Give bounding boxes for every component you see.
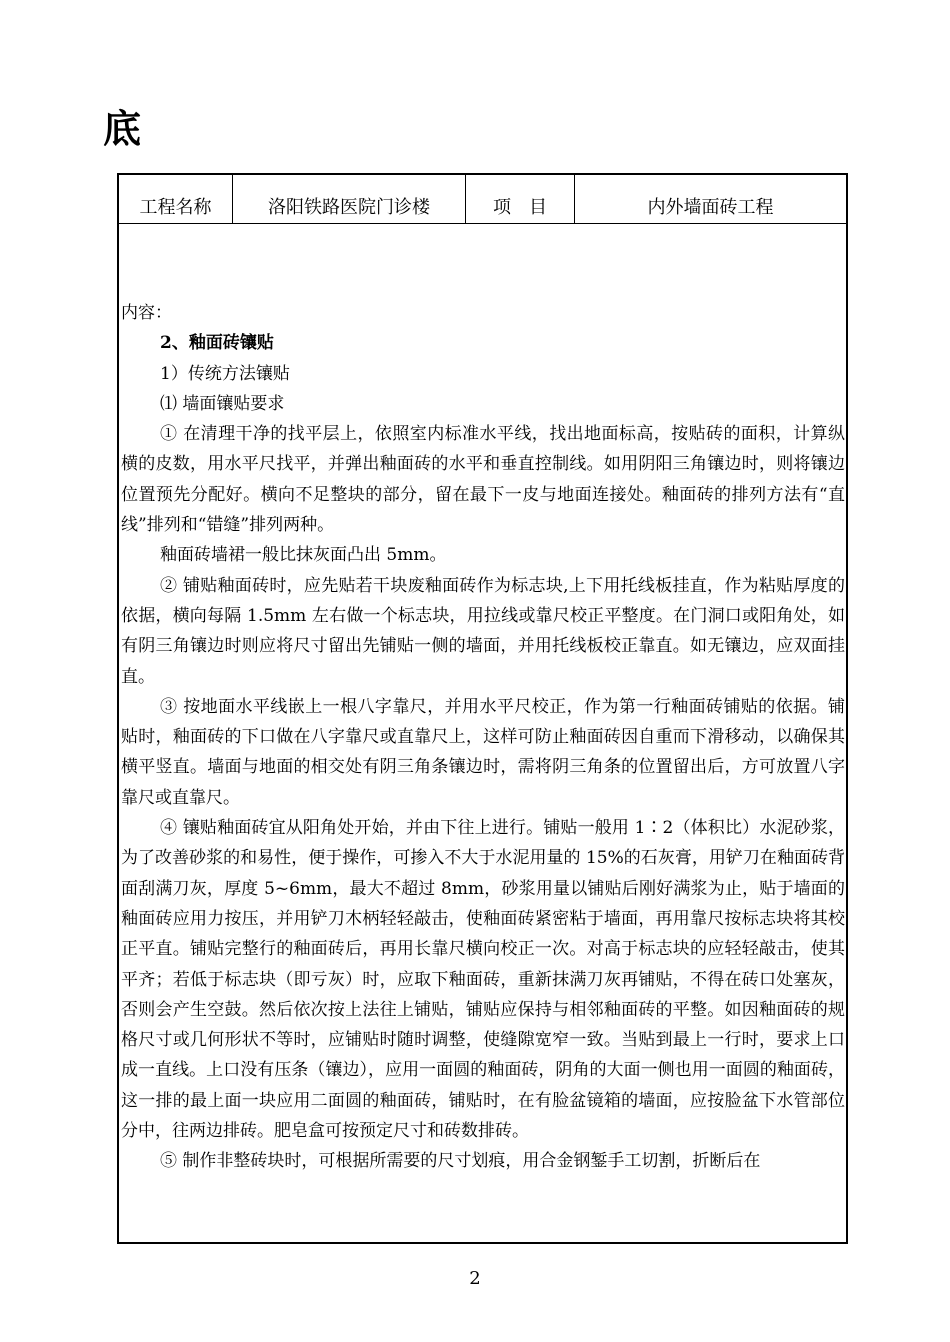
item-value: 内外墙面砖工程 bbox=[647, 197, 774, 218]
table-header-row bbox=[119, 175, 846, 224]
page-heading: 底 bbox=[103, 107, 142, 151]
content-label: 内容： bbox=[121, 303, 172, 323]
subsection-title: 1）传统方法镶贴 bbox=[160, 363, 290, 384]
item-label: 项 目 bbox=[466, 175, 575, 223]
subsubsection-title: ⑴ 墙面镶贴要求 bbox=[160, 393, 285, 414]
content-body bbox=[121, 298, 845, 1177]
project-name-label: 工程名称 bbox=[119, 175, 233, 223]
paragraph-1: ① 在清理干净的找平层上，依照室内标准水平线，找出地面标高，按贴砖的面积，计算纵横的皮数，用水平尺找平，并弹出釉面砖的水平和垂直控制线。如用阴阳三角镶边时，则将镶边位置预先分配好。横向不足整块的部分，留在最下一皮与地面连接处。釉面砖的排列方法有“直线”排列和“错缝”排列两种。 bbox=[121, 424, 845, 536]
paragraph-3: ② 铺贴釉面砖时，应先贴若干块废釉面砖作为标志块,上下用托线板挂直，作为粘贴厚度的依据，横向每隔 1.5mm 左右做一个标志块，用拉线或靠尺校正平整度。在门洞口或阳角处，如有阴三角镶边时则应将尺寸留出先铺贴一侧的墙面，并用托线板校正靠直。如无镶边，应双面挂直。 bbox=[121, 575, 845, 687]
paragraph-4: ③ 按地面水平线嵌上一根八字靠尺，并用水平尺校正，作为第一行釉面砖铺贴的依据。铺贴时，釉面砖的下口做在八字靠尺或直靠尺上，这样可防止釉面砖因自重而下滑移动，以确保其横平竖直。墙面与地面的相交处有阴三角条镶边时，需将阴三角条的位置留出后，方可放置八字靠尺或直靠尺。 bbox=[121, 696, 845, 808]
project-name-value: 洛阳铁路医院门诊楼 bbox=[233, 175, 466, 223]
disclosure-table bbox=[117, 173, 848, 1244]
section-title: 2、釉面砖镶贴 bbox=[160, 333, 274, 354]
page-number: 2 bbox=[469, 1268, 481, 1289]
paragraph-2: 釉面砖墙裙一般比抹灰面凸出 5mm。 bbox=[160, 545, 447, 566]
paragraph-5: ④ 镶贴釉面砖宜从阳角处开始，并由下往上进行。铺贴一般用 1∶2（体积比）水泥砂浆，为了改善砂浆的和易性，便于操作，可掺入不大于水泥用量的 15%的石灰膏，用铲刀在釉面砖背面刮满刀灰，厚度 5~6mm，最大不超过 8mm，砂浆用量以铺贴后刚好满浆为止，贴于墙面的釉面砖应用力按压，并用铲刀木柄轻轻敲击，使釉面砖紧密粘于墙面，再用靠尺按标志块将其校正平直。铺贴完整行的釉面砖后，再用长靠尺横向校正一次。对高于标志块的应轻轻敲击，使其平齐；若低于标志块（即亏灰）时，应取下釉面砖，重新抹满刀灰再铺贴，不得在砖口处塞灰，否则会产生空鼓。然后依次按上法往上铺贴，铺贴应保持与相邻釉面砖的平整。如因釉面砖的规格尺寸或几何形状不等时，应铺贴时随时调整，使缝隙宽窄一致。当贴到最上一行时，要求上口成一直线。上口没有压条（镶边），应用一面圆的釉面砖，阴角的大面一侧也用一面圆的釉面砖，这一排的最上面一块应用二面圆的釉面砖，铺贴时，在有脸盆镜箱的墙面，应按脸盆下水管部位分中，往两边排砖。肥皂盒可按预定尺寸和砖数排砖。 bbox=[121, 818, 845, 1142]
paragraph-6: ⑤ 制作非整砖块时，可根据所需要的尺寸划痕，用合金钢錾手工切割，折断后在 bbox=[160, 1151, 761, 1172]
